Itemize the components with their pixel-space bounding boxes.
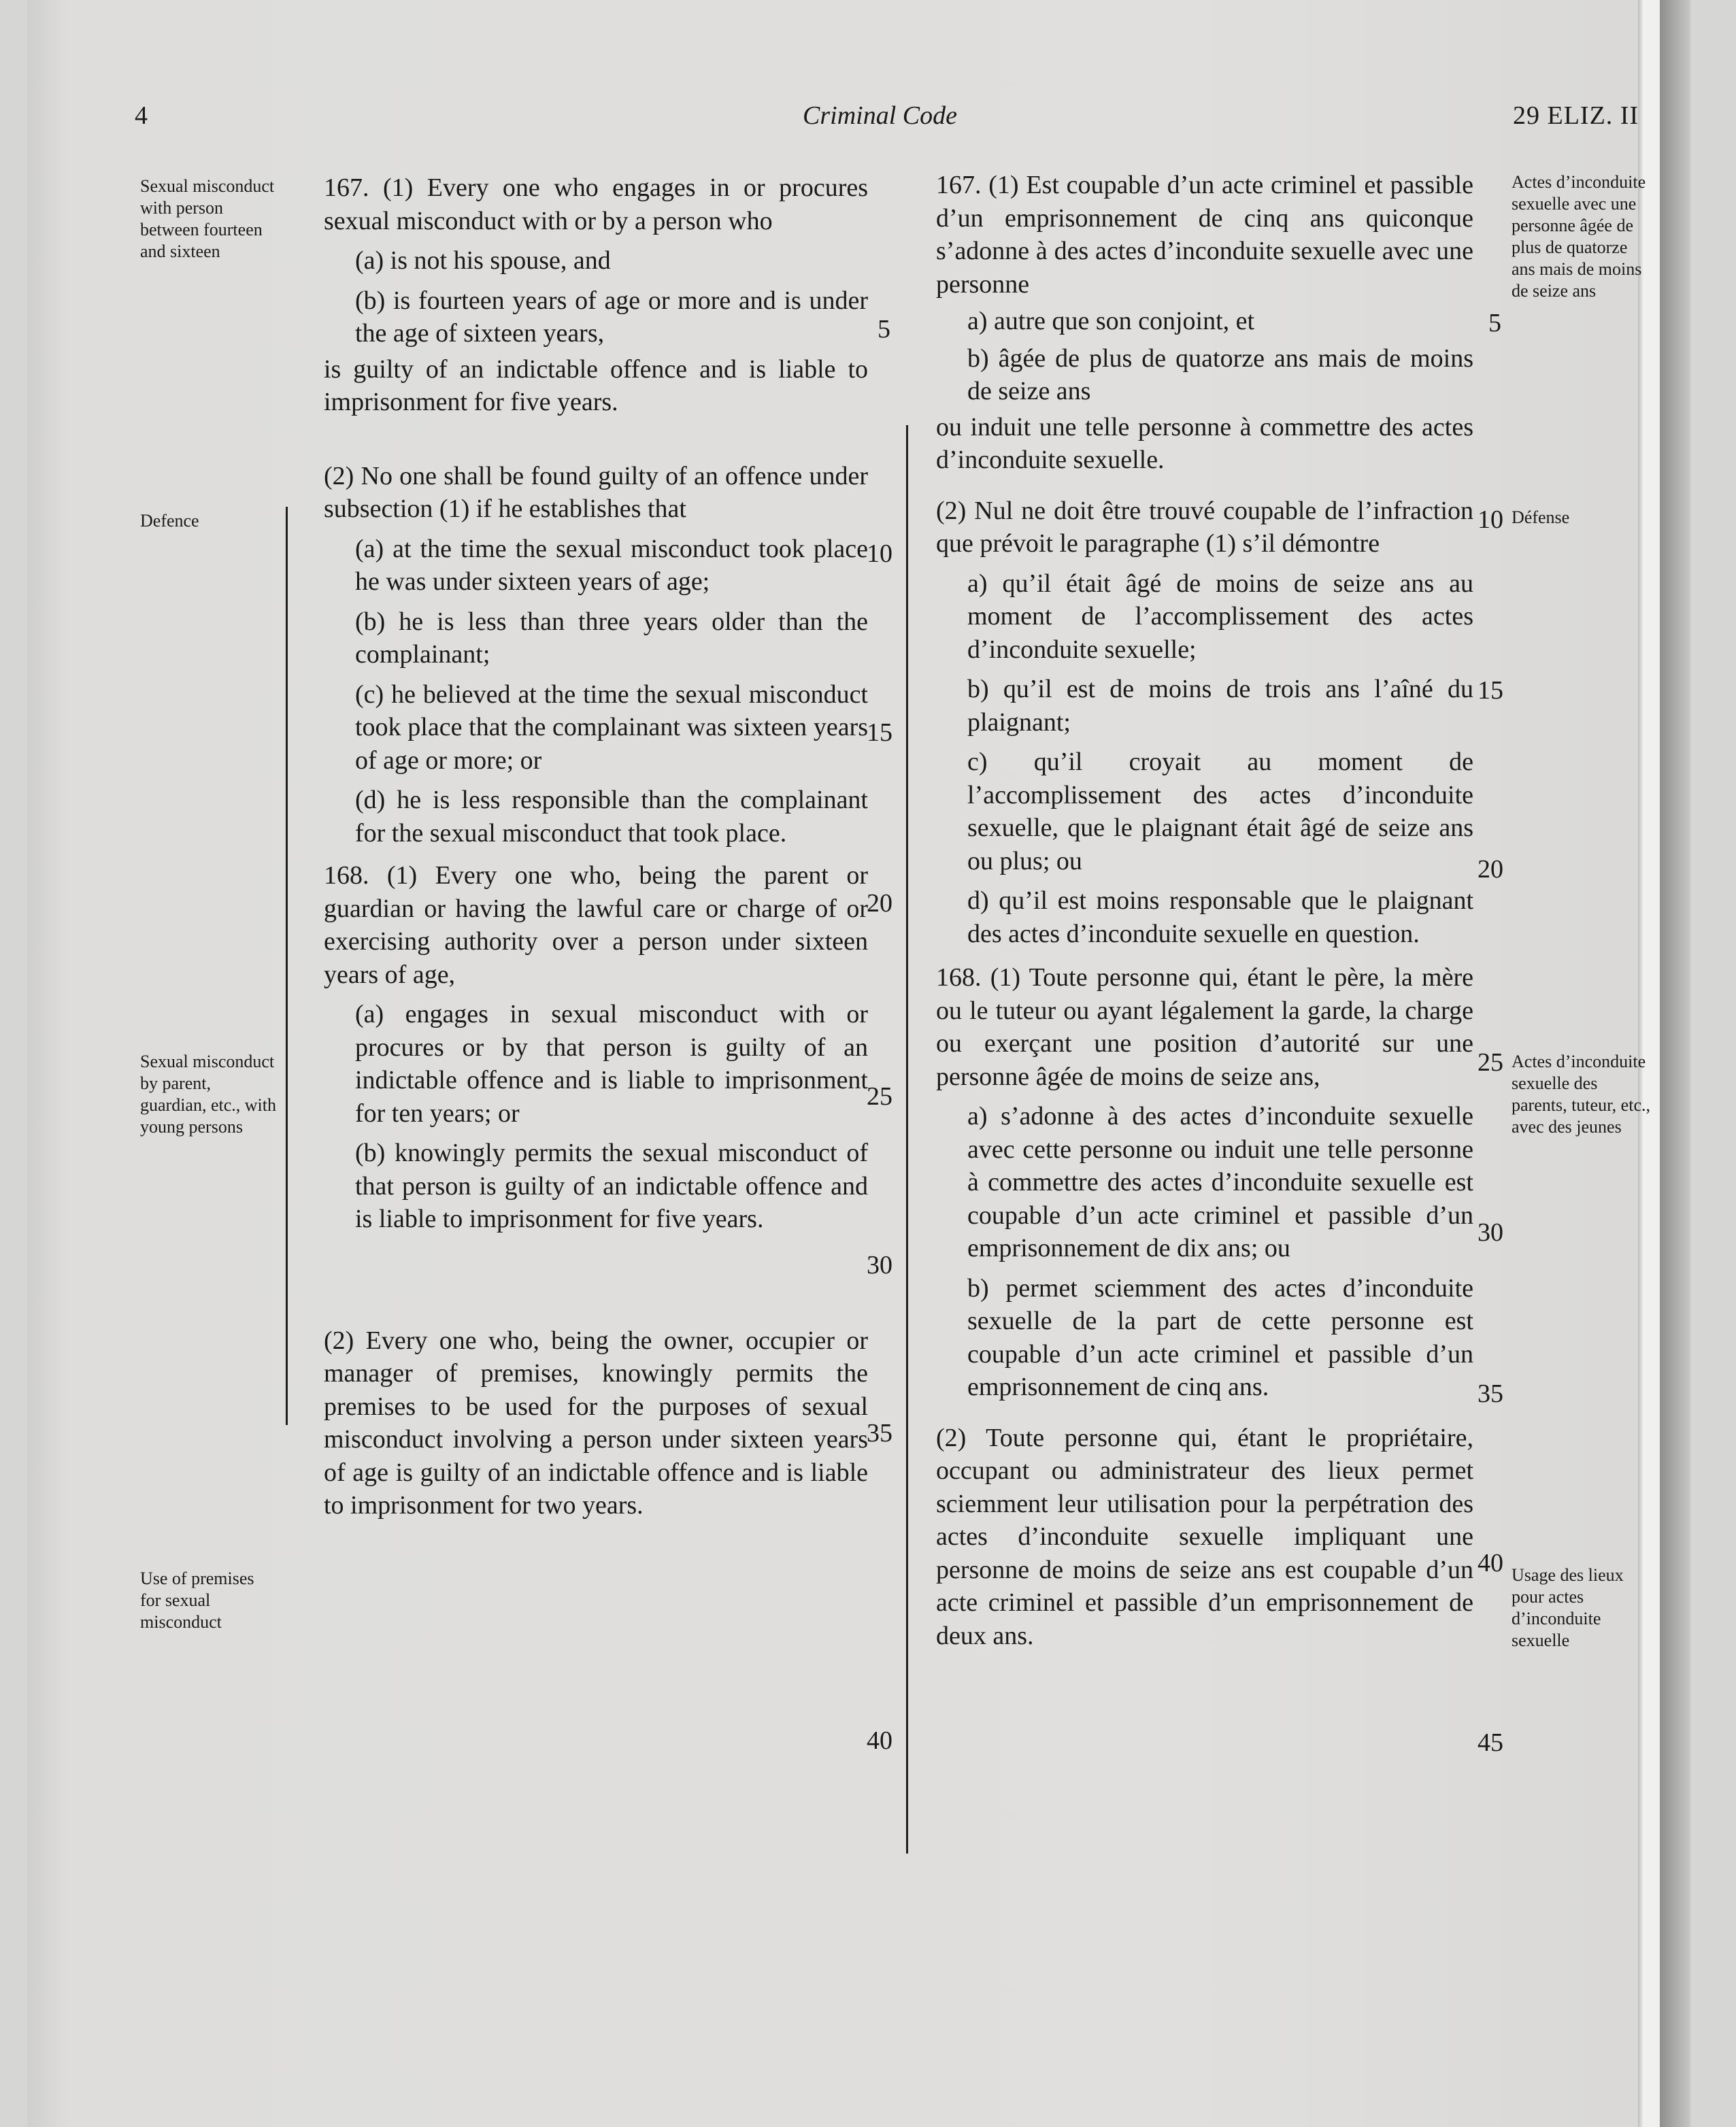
- line-number-en-15: 15: [867, 718, 892, 747]
- fr-s168-1: 168. (1) Toute personne qui, étant le père, la mère ou le tuteur ou ayant légalement la garde, la charge ou exerçant une position d’autorité sur une personne âgée de moins de seize ans,: [936, 963, 1473, 1091]
- fr-s168-1b: b) permet sciemment des actes d’inconduite sexuelle de la part de cette personne est coupable d’un acte criminel et passible d’un emprisonnement de cinq ans.: [967, 1273, 1473, 1401]
- running-title: Criminal Code: [803, 101, 957, 130]
- line-number-en-40: 40: [867, 1726, 892, 1755]
- fr-s167-2: (2) Nul ne doit être trouvé coupable de l’infraction que prévoit le paragraphe (1) s’il démontre: [936, 496, 1473, 558]
- en-s167-1b: (b) is fourteen years of age or more and is under the age of sixteen years,: [355, 286, 868, 348]
- en-s167-1: 167. (1) Every one who engages in or procures sexual misconduct with or by a person who: [324, 173, 868, 235]
- margin-note-fr-defense: Défense: [1512, 507, 1570, 527]
- en-s167-2d: (d) he is less responsible than the complainant for the sexual misconduct that took place.: [355, 786, 868, 848]
- en-s168-1: 168. (1) Every one who, being the parent or guardian or having the lawful care or charge of or exercising authority over a person under sixteen years of age,: [324, 861, 868, 989]
- line-number-fr-45: 45: [1478, 1728, 1503, 1757]
- fr-s167-1a: a) autre que son conjoint, et: [967, 307, 1255, 335]
- margin-note-fr-168-1: Actes d’inconduite sexuelle des parents, tuteur, etc., avec des jeunes: [1512, 1052, 1650, 1137]
- fr-s167-2b: b) qu’il est de moins de trois ans l’aîné du plaignant;: [967, 675, 1473, 737]
- statute-reference: 29 ELIZ. II: [1513, 101, 1639, 130]
- en-s168-1b: (b) knowingly permits the sexual misconduct of that person is guilty of an indictable offence and is liable to imprisonment for five years.: [355, 1139, 868, 1233]
- left-margin-rule: [286, 507, 288, 1425]
- line-number-fr-35: 35: [1478, 1379, 1503, 1408]
- binding-shadow: [1660, 0, 1690, 2127]
- en-s167-2: (2) No one shall be found guilty of an offence under subsection (1) if he establishes that: [324, 461, 868, 523]
- line-number-fr-10: 10: [1478, 505, 1503, 534]
- fr-s168-1a: a) s’adonne à des actes d’inconduite sexuelle avec cette personne ou induit une telle personne à commettre des actes d’inconduite sexuelle est coupable d’un acte criminel et passible d’un emprisonnement de dix ans; ou: [967, 1102, 1473, 1262]
- en-s167-2a: (a) at the time the sexual misconduct took place he was under sixteen years of age;: [355, 534, 868, 596]
- en-s167-1a: (a) is not his spouse, and: [355, 246, 611, 275]
- en-s168-2: (2) Every one who, being the owner, occupier or manager of premises, knowingly permits the premises to be used for the purposes of sexual misconduct involving a person under sixteen years of age is guilty of an indictable offence and is liable to imprisonment for two years.: [324, 1326, 868, 1520]
- fr-s167-1b: b) âgée de plus de quatorze ans mais de moins de seize ans: [967, 344, 1473, 405]
- fr-s167-2c: c) qu’il croyait au moment de l’accomplissement des actes d’inconduite sexuelle, que le plaignant était âgé de seize ans ou plus; ou: [967, 748, 1473, 875]
- en-s167-1-tail: is guilty of an indictable offence and is liable to imprisonment for five years.: [324, 354, 868, 416]
- fr-s167-2d: d) qu’il est moins responsable que le plaignant des actes d’inconduite sexuelle en question.: [967, 886, 1473, 948]
- line-number-fr-20: 20: [1478, 855, 1503, 884]
- margin-note-en-168-1: Sexual misconduct by parent, guardian, etc., with young persons: [140, 1052, 276, 1137]
- french-text-column: [936, 169, 1473, 1652]
- margin-note-fr-167-1: Actes d’inconduite sexuelle avec une personne âgée de plus de quatorze ans mais de moins de seize ans: [1512, 172, 1646, 301]
- line-number-en-10: 10: [867, 539, 892, 568]
- line-number-en-30: 30: [867, 1251, 892, 1279]
- line-number-en-35: 35: [867, 1419, 892, 1447]
- line-number-fr-30: 30: [1478, 1218, 1503, 1247]
- line-number-en-5: 5: [878, 315, 890, 344]
- margin-note-en-167-1: Sexual misconduct with person between fourteen and sixteen: [140, 176, 275, 261]
- line-number-en-25: 25: [867, 1082, 892, 1111]
- line-number-en-20: 20: [867, 889, 892, 918]
- en-s167-2b: (b) he is less than three years older than the complainant;: [355, 607, 868, 669]
- line-number-fr-25: 25: [1478, 1048, 1503, 1077]
- page-number: 4: [135, 101, 148, 130]
- fr-s167-1: 167. (1) Est coupable d’un acte criminel et passible d’un emprisonnement de cinq ans quiconque s’adonne à des actes d’inconduite sexuelle avec une personne: [936, 171, 1473, 299]
- center-rule: [906, 425, 908, 1854]
- margin-note-en-168-2: Use of premises for sexual misconduct: [140, 1569, 254, 1632]
- en-s168-1a: (a) engages in sexual misconduct with or procures or by that person is guilty of an indictable offence and is liable to imprisonment for ten years; or: [355, 1000, 868, 1128]
- fr-s167-1-tail: ou induit une telle personne à commettre des actes d’inconduite sexuelle.: [936, 412, 1473, 474]
- margin-note-en-defence: Defence: [140, 511, 199, 531]
- fr-s167-2a: a) qu’il était âgé de moins de seize ans au moment de l’accomplissement des actes d’inconduite sexuelle;: [967, 569, 1473, 664]
- en-s167-2c: (c) he believed at the time the sexual misconduct took place that the complainant was sixteen years of age or more; or: [355, 680, 868, 775]
- fr-s168-2: (2) Toute personne qui, étant le propriétaire, occupant ou administrateur des lieux permet sciemment leur utilisation pour la perpétration des actes d’inconduite sexuelle impliquant une personne de moins de seize ans est coupable d’un acte criminel et passible d’un emprisonnement de deux ans.: [936, 1423, 1473, 1650]
- margin-note-fr-168-2: Usage des lieux pour actes d’inconduite sexuelle: [1512, 1565, 1624, 1650]
- english-text-column: [324, 171, 868, 1522]
- line-number-fr-40: 40: [1478, 1549, 1503, 1577]
- line-number-fr-15: 15: [1478, 676, 1503, 705]
- line-number-fr-5: 5: [1488, 309, 1501, 337]
